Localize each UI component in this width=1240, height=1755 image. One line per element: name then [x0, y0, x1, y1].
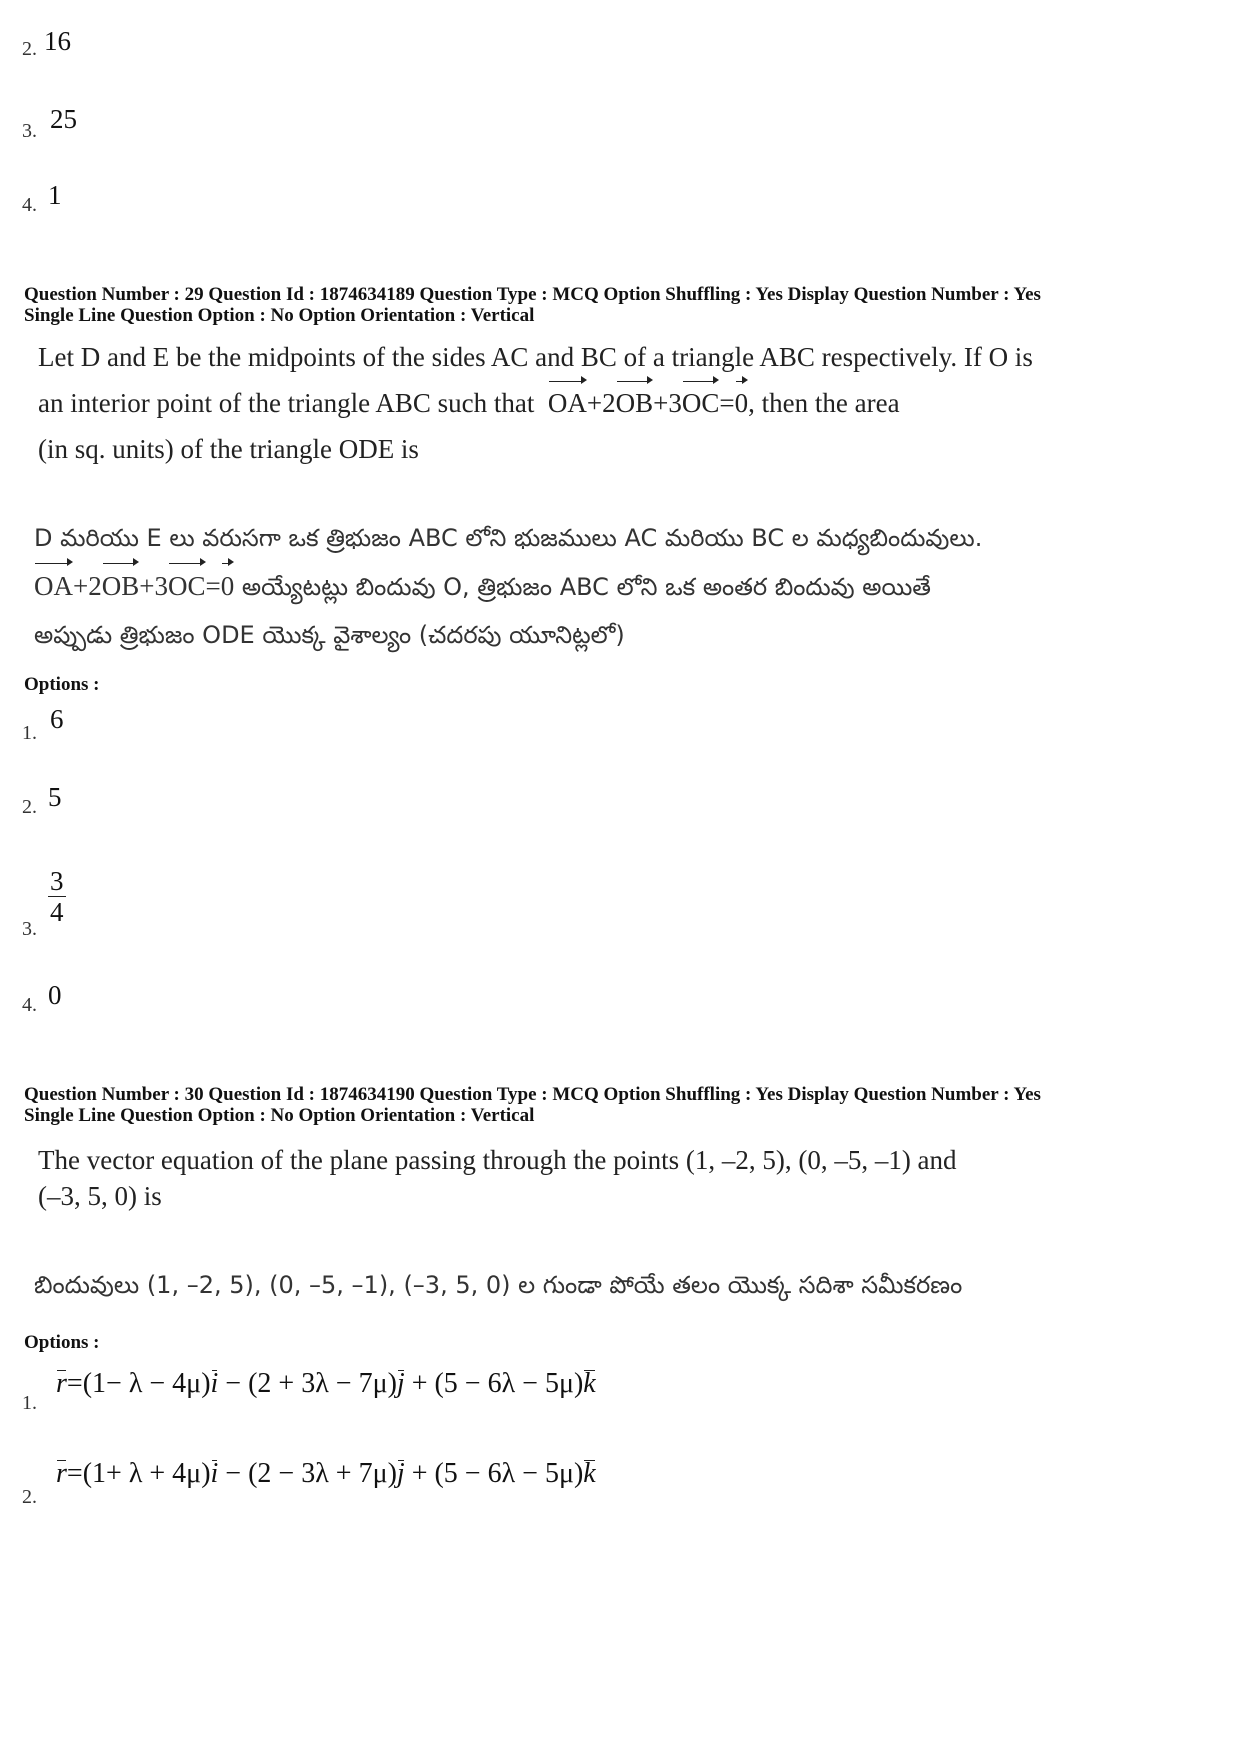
fraction: [48, 866, 66, 927]
question-text-segment: an interior point of the triangle ABC such that: [38, 388, 535, 418]
numerator: 3: [50, 866, 64, 896]
question-text-segment: , then the area: [748, 388, 900, 418]
option-value: 16: [44, 26, 71, 56]
options-label: Options :: [24, 674, 100, 695]
option-number: 1.: [22, 1392, 37, 1414]
option-value: 0: [48, 980, 62, 1010]
question-text-segment: అయ్యేటట్లు బిందువు O, త్రిభుజం ABC లోని ఒక అంతర బిందువు అయితే: [241, 573, 931, 601]
question-text-line: The vector equation of the plane passing through the points (1, –2, 5), (0, –5, –1) and: [38, 1145, 957, 1175]
meta-line-2: Single Line Question Option : No Option Orientation : Vertical: [24, 305, 535, 326]
question-29-meta: [24, 284, 1041, 326]
question-30-english: [38, 1142, 957, 1214]
option-equation: r=(1+ λ + 4μ)i − (2 − 3λ + 7μ)j + (5 − 6λ − 5μ)k: [56, 1458, 596, 1489]
options-label: Options :: [24, 1332, 100, 1353]
option-number: 2.: [22, 1486, 37, 1508]
question-text-line: (–3, 5, 0) is: [38, 1181, 162, 1211]
equation-segment: − (2 + 3λ − 7μ): [218, 1368, 397, 1399]
option-number: 3.: [22, 120, 37, 142]
equation-segment: − (2 − 3λ + 7μ): [218, 1458, 397, 1489]
question-29-telugu: [34, 514, 982, 659]
option-number: 2.: [22, 38, 37, 60]
option-value: 6: [50, 704, 64, 734]
question-text-line: [34, 562, 982, 611]
option-number: 1.: [22, 722, 37, 744]
option-value: 1: [48, 180, 62, 210]
vector-equation: OA+2OB+3OC=0: [34, 571, 234, 601]
equation-segment: =(1− λ − 4μ): [66, 1368, 211, 1399]
option-number: 4.: [22, 194, 37, 216]
denominator: 4: [50, 897, 64, 927]
option-number: 3.: [22, 918, 37, 940]
meta-line-1: Question Number : 30 Question Id : 1874634190 Question Type : MCQ Option Shuffling : Yes Display Question Number : Yes: [24, 1084, 1041, 1105]
question-text-line: Let D and E be the midpoints of the sides AC and BC of a triangle ABC respectively. If O is: [38, 342, 1033, 372]
equation-segment: + (5 − 6λ − 5μ): [404, 1368, 584, 1399]
option-value: 25: [50, 104, 77, 134]
question-text-line: [38, 380, 1033, 426]
question-text-line: D మరియు E లు వరుసగా ఒక త్రిభుజం ABC లోని భుజములు AC మరియు BC ల మధ్యబిందువులు.: [34, 524, 983, 552]
meta-line-2: Single Line Question Option : No Option Orientation : Vertical: [24, 1105, 535, 1126]
equation-segment: =(1+ λ + 4μ): [66, 1458, 211, 1489]
option-number: 2.: [22, 796, 37, 818]
question-text-line: బిందువులు (1, –2, 5), (0, –5, –1), (–3, 5, 0) ల గుండా పోయే తలం యొక్క సదిశా సమీకరణం: [34, 1271, 963, 1299]
option-number: 4.: [22, 994, 37, 1016]
option-value: 5: [48, 782, 62, 812]
equation-segment: + (5 − 6λ − 5μ): [404, 1458, 584, 1489]
question-30-meta: [24, 1084, 1041, 1126]
question-30-telugu: [34, 1262, 962, 1308]
question-text-line: అప్పుడు త్రిభుజం ODE యొక్క వైశాల్యం (చదరపు యూనిట్లలో): [34, 621, 625, 649]
question-text-line: (in sq. units) of the triangle ODE is: [38, 434, 419, 464]
question-29-english: [38, 334, 1033, 472]
meta-line-1: Question Number : 29 Question Id : 1874634189 Question Type : MCQ Option Shuffling : Yes Display Question Number : Yes: [24, 284, 1041, 305]
option-equation: r=(1− λ − 4μ)i − (2 + 3λ − 7μ)j + (5 − 6λ − 5μ)k: [56, 1368, 596, 1399]
vector-equation: OA+2OB+3OC=0: [541, 388, 748, 418]
